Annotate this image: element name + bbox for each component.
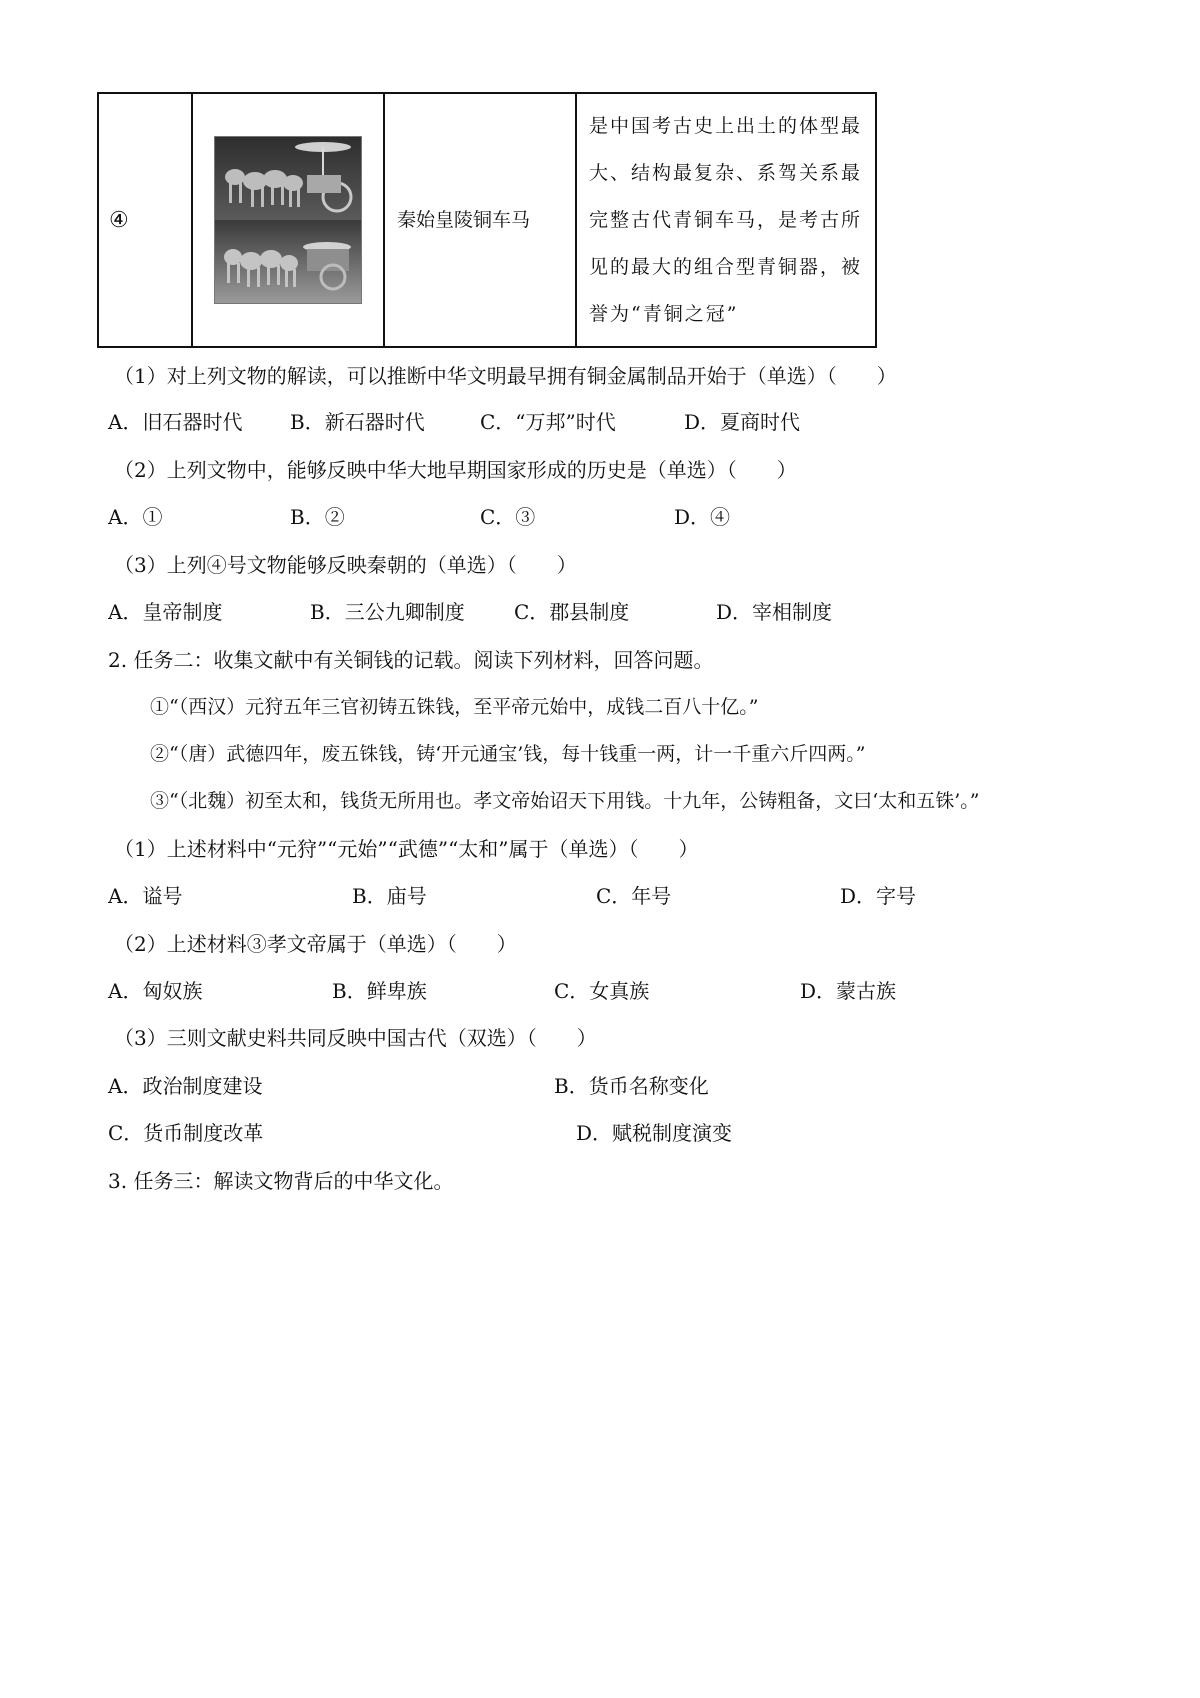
- task-3-heading: 3. 任务三：解读文物背后的中华文化。: [108, 1169, 454, 1193]
- option-a: A．旧石器时代: [108, 410, 243, 434]
- option-b: B．鲜卑族: [332, 979, 427, 1003]
- option-a: A．①: [108, 505, 163, 529]
- option-c: C．货币制度改革: [108, 1121, 264, 1145]
- relic-table: [97, 92, 877, 348]
- material-1: ①“（西汉）元狩五年三官初铸五铢钱，至平帝元始中，成钱二百八十亿。”: [150, 696, 759, 718]
- relic-name: 秦始皇陵铜车马: [384, 93, 576, 347]
- option-d: D．宰相制度: [716, 600, 833, 624]
- question-1-2-stem: （2）上列文物中，能够反映中华大地早期国家形成的历史是（单选）（ ）: [114, 458, 797, 482]
- relic-image-cell: [192, 93, 384, 347]
- option-b: B．货币名称变化: [554, 1074, 709, 1098]
- bronze-chariot-image: [214, 136, 362, 304]
- option-d: D．字号: [840, 884, 917, 908]
- option-c: C．年号: [596, 884, 672, 908]
- row-number: ④: [98, 93, 192, 347]
- question-1-1-stem: （1）对上列文物的解读，可以推断中华文明最早拥有铜金属制品开始于（单选）（ ）: [114, 364, 897, 388]
- material-2: ②“（唐）武德四年，废五铢钱，铸‘开元通宝’钱，每十钱重一两，计一千重六斤四两。”: [150, 743, 866, 765]
- option-a: A．政治制度建设: [108, 1074, 263, 1098]
- option-c: C．郡县制度: [514, 600, 630, 624]
- option-d: D．蒙古族: [800, 979, 897, 1003]
- option-a: A．谥号: [108, 884, 183, 908]
- option-d: D．赋税制度演变: [576, 1121, 733, 1145]
- question-2-2-stem: （2）上述材料③孝文帝属于（单选）（ ）: [114, 932, 517, 956]
- option-a: A．匈奴族: [108, 979, 203, 1003]
- option-b: B．庙号: [352, 884, 427, 908]
- question-2-1-stem: （1）上述材料中“元狩”“元始”“武德”“太和”属于（单选）（ ）: [114, 837, 699, 861]
- relic-description: 是中国考古史上出土的体型最大、结构最复杂、系驾关系最完整古代青铜车马，是考古所见的最大的组合型青铜器，被誉为“青铜之冠”: [576, 93, 876, 347]
- option-c: C．“万邦”时代: [480, 410, 616, 434]
- option-d: D．④: [674, 505, 731, 529]
- option-a: A．皇帝制度: [108, 600, 223, 624]
- task-2-heading: 2. 任务二：收集文献中有关铜钱的记载。阅读下列材料，回答问题。: [108, 648, 714, 672]
- option-c: C．女真族: [554, 979, 650, 1003]
- question-1-3-stem: （3）上列④号文物能够反映秦朝的（单选）（ ）: [114, 553, 577, 577]
- option-b: B．②: [290, 505, 345, 529]
- option-d: D．夏商时代: [684, 410, 801, 434]
- option-b: B．三公九卿制度: [310, 600, 465, 624]
- material-3: ③“（北魏）初至太和，钱货无所用也。孝文帝始诏天下用钱。十九年，公铸粗备，文曰‘太和五铢’。”: [150, 790, 980, 812]
- option-b: B．新石器时代: [290, 410, 425, 434]
- question-2-3-stem: （3）三则文献史料共同反映中国古代（双选）（ ）: [114, 1026, 597, 1050]
- table-row: [98, 93, 876, 347]
- option-c: C．③: [480, 505, 536, 529]
